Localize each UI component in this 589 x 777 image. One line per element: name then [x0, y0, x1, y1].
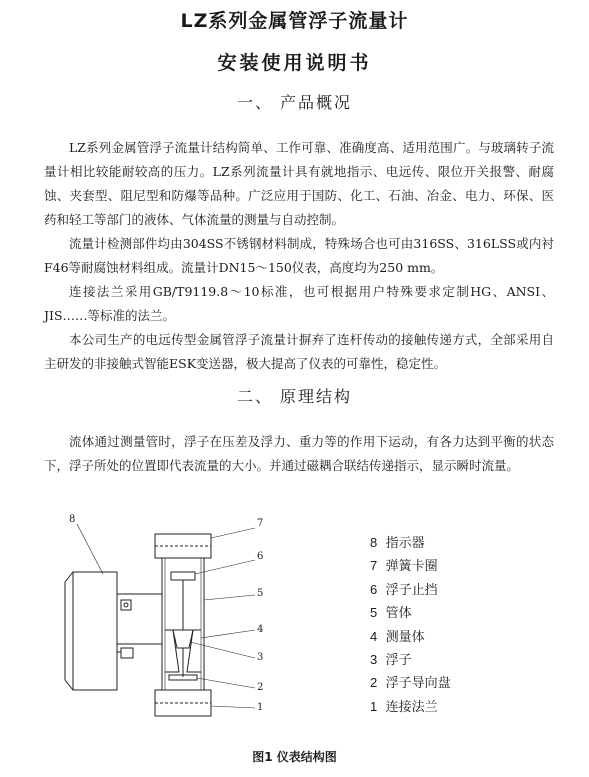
overview-body — [44, 136, 554, 376]
legend-item: 2 浮子导向盘 — [370, 675, 451, 691]
legend-item: 3 浮子 — [370, 651, 412, 667]
paragraph: LZ系列金属管浮子流量计结构简单、工作可靠、准确度高、适用范围广。与玻璃转子流量计相比较能耐较高的压力。LZ系列流量计具有就地指示、电远传、限位开关报警、耐腐蚀、夹套型、阻尼型和防爆等品种。广泛应用于国防、化工、石油、冶金、电力、环保、医药和轻工等部门的液体、气体流量的测量与自动控制。 — [44, 140, 554, 227]
callout-6: 6 — [257, 551, 264, 562]
legend-item: 7 弹簧卡圈 — [370, 558, 438, 574]
callout-1: 1 — [257, 702, 264, 713]
callout-3: 3 — [257, 652, 264, 663]
legend-item: 8 指示器 — [370, 535, 425, 550]
paragraph: 本公司生产的电远传型金属管浮子流量计摒弃了连杆传动的接触传递方式，全部采用自主研发的非接触式智能ESK变送器，极大提高了仪表的可靠性，稳定性。 — [44, 332, 554, 371]
callout-7: 7 — [257, 518, 264, 529]
paragraph: 流体通过测量管时，浮子在压差及浮力、重力等的作用下运动，有各力达到平衡的状态下，浮子所处的位置即代表流量的大小。并通过磁耦合联结传递指示，显示瞬时流量。 — [44, 434, 554, 473]
flowmeter-structure-diagram — [55, 512, 285, 727]
section-heading-overview: 一、 产品概况 — [236, 93, 353, 112]
document-title: LZ系列金属管浮子流量计 — [180, 10, 409, 32]
measuring-cone — [165, 630, 179, 672]
figure-legend — [370, 531, 570, 718]
legend-item: 6 浮子止挡 — [370, 581, 438, 597]
callout-5: 5 — [257, 588, 264, 599]
float-stop — [171, 572, 195, 580]
float — [173, 630, 193, 648]
paragraph: 连接法兰采用GB/T9119.8～10标准，也可根据用户特殊要求定制HG、ANSI、JIS……等标准的法兰。 — [44, 284, 554, 323]
legend-item: 5 管体 — [370, 605, 412, 621]
document-subtitle: 安装使用说明书 — [217, 52, 372, 74]
indicator-neck — [117, 594, 162, 644]
legend-item: 1 连接法兰 — [370, 698, 438, 714]
figure-caption: 图1 仪表结构图 — [252, 750, 337, 764]
section-heading-principle: 二、 原理结构 — [236, 387, 353, 406]
paragraph: 流量计检测部件均由304SS不锈钢材料制成，特殊场合也可由316SS、316LSS或内衬F46等耐腐蚀材料组成。流量计DN15～150仪表，高度均为250 mm。 — [44, 236, 554, 275]
callout-8: 8 — [69, 514, 76, 525]
legend-item: 4 测量体 — [370, 628, 425, 644]
principle-body — [44, 430, 554, 478]
callout-2: 2 — [257, 682, 264, 693]
callout-4: 4 — [257, 624, 264, 635]
